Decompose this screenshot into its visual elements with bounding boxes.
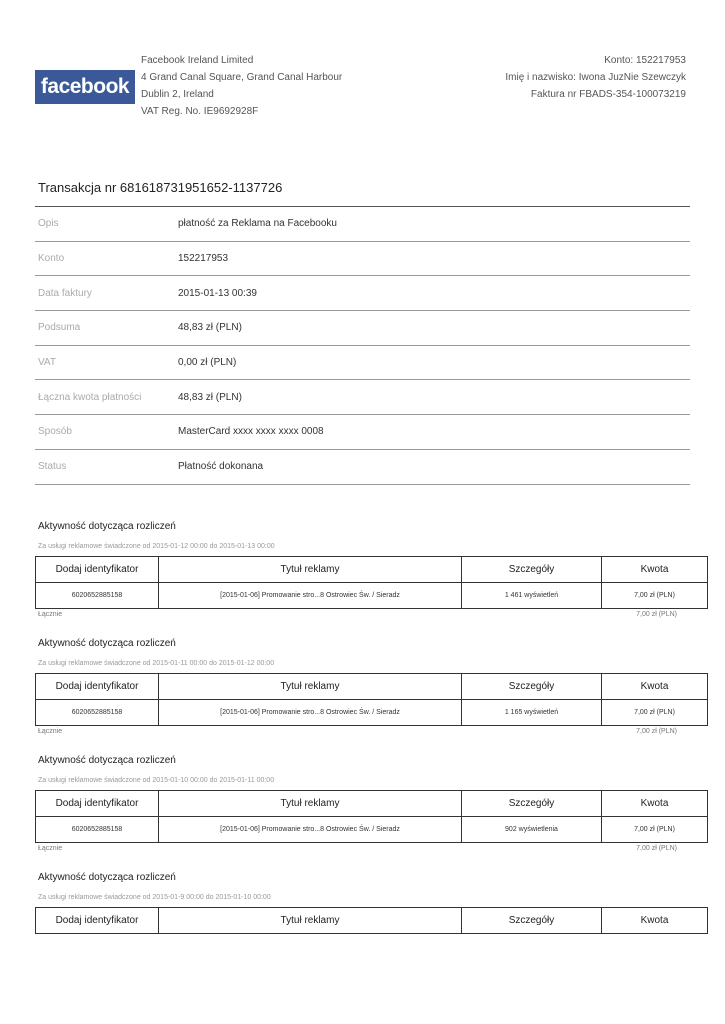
activity-table [35,907,708,934]
section-total [35,609,708,625]
table-row [36,583,708,609]
detail-label: Podsuma [35,311,178,346]
section-title: Aktywność dotycząca rozliczeń [38,521,176,532]
cell-title: [2015-01-06] Promowanie stro...8 Ostrowiec Św. / Sieradz [159,817,462,843]
activity-table [35,790,708,843]
detail-label: Status [35,449,178,484]
col-header-amount: Kwota [602,908,708,934]
section-title: Aktywność dotycząca rozliczeń [38,755,176,766]
company-street: 4 Grand Canal Square, Grand Canal Harbour [141,72,343,83]
total-value: 7,00 zł (PLN) [636,611,677,618]
detail-label: Konto [35,241,178,276]
col-header-details: Szczegóły [462,791,602,817]
col-header-details: Szczegóły [462,557,602,583]
col-header-id: Dodaj identyfikator [36,908,159,934]
detail-row-description [35,207,690,242]
company-address [141,52,342,120]
table-header [36,791,708,817]
col-header-amount: Kwota [602,674,708,700]
col-header-id: Dodaj identyfikator [36,674,159,700]
transaction-details-table [35,206,690,485]
cell-id: 6020652885158 [36,583,159,609]
detail-value: 0,00 zł (PLN) [178,345,690,380]
section-title: Aktywność dotycząca rozliczeń [38,638,176,649]
activity-table [35,556,708,609]
detail-label: Data faktury [35,276,178,311]
cell-details: 1 461 wyświetleń [462,583,602,609]
col-header-amount: Kwota [602,557,708,583]
cell-details: 1 165 wyświetleń [462,700,602,726]
detail-label: VAT [35,345,178,380]
col-header-title: Tytuł reklamy [159,908,462,934]
section-period: Za usługi reklamowe świadczone od 2015-01-11 00:00 do 2015-01-12 00:00 [38,660,275,667]
detail-row-invoice-date [35,276,690,311]
section-total [35,726,708,742]
section-period: Za usługi reklamowe świadczone od 2015-01-9 00:00 do 2015-01-10 00:00 [38,894,271,901]
col-header-details: Szczegóły [462,908,602,934]
detail-value: Płatność dokonana [178,449,690,484]
billing-activity-section [35,872,708,934]
detail-label: Łączna kwota płatności [35,380,178,415]
cell-amount: 7,00 zł (PLN) [602,583,708,609]
col-header-title: Tytuł reklamy [159,674,462,700]
section-title: Aktywność dotycząca rozliczeń [38,872,176,883]
cell-title: [2015-01-06] Promowanie stro...8 Ostrowiec Św. / Sieradz [159,583,462,609]
company-vat: VAT Reg. No. IE9692928F [141,106,259,117]
section-total [35,843,708,859]
detail-row-status [35,449,690,484]
billing-activity-section [35,521,708,625]
billing-activity-section [35,638,708,742]
company-city: Dublin 2, Ireland [141,89,214,100]
activity-table [35,673,708,726]
total-label: Łącznie [38,611,63,618]
table-row [36,817,708,843]
account-number: Konto: 152217953 [604,55,686,66]
detail-row-method [35,415,690,450]
detail-row-total [35,380,690,415]
table-header [36,557,708,583]
col-header-amount: Kwota [602,791,708,817]
total-label: Łącznie [38,845,63,852]
detail-label: Opis [35,207,178,242]
detail-value: MasterCard xxxx xxxx xxxx 0008 [178,415,690,450]
cell-id: 6020652885158 [36,700,159,726]
cell-details: 902 wyświetlenia [462,817,602,843]
cell-amount: 7,00 zł (PLN) [602,817,708,843]
cell-title: [2015-01-06] Promowanie stro...8 Ostrowiec Św. / Sieradz [159,700,462,726]
col-header-title: Tytuł reklamy [159,791,462,817]
col-header-id: Dodaj identyfikator [36,791,159,817]
cell-id: 6020652885158 [36,817,159,843]
col-header-details: Szczegóły [462,674,602,700]
detail-row-vat [35,345,690,380]
billing-activity-section [35,755,708,859]
company-name: Facebook Ireland Limited [141,55,254,66]
total-value: 7,00 zł (PLN) [636,845,677,852]
detail-row-account [35,241,690,276]
total-value: 7,00 zł (PLN) [636,728,677,735]
detail-value: 152217953 [178,241,690,276]
facebook-logo: facebook [35,70,135,104]
detail-value: 2015-01-13 00:39 [178,276,690,311]
detail-value: 48,83 zł (PLN) [178,380,690,415]
table-header [36,908,708,934]
transaction-title: Transakcja nr 681618731951652-1137726 [38,180,283,195]
col-header-id: Dodaj identyfikator [36,557,159,583]
total-label: Łącznie [38,728,63,735]
section-period: Za usługi reklamowe świadczone od 2015-01-10 00:00 do 2015-01-11 00:00 [38,777,275,784]
account-info [505,52,686,103]
detail-row-subtotal [35,311,690,346]
table-header [36,674,708,700]
col-header-title: Tytuł reklamy [159,557,462,583]
account-name: Imię i nazwisko: Iwona JuzNie Szewczyk [505,72,686,83]
detail-label: Sposób [35,415,178,450]
section-period: Za usługi reklamowe świadczone od 2015-01-12 00:00 do 2015-01-13 00:00 [38,543,275,550]
detail-value: 48,83 zł (PLN) [178,311,690,346]
detail-value: płatność za Reklama na Facebooku [178,207,690,242]
table-row [36,700,708,726]
invoice-number: Faktura nr FBADS-354-100073219 [530,89,686,100]
cell-amount: 7,00 zł (PLN) [602,700,708,726]
